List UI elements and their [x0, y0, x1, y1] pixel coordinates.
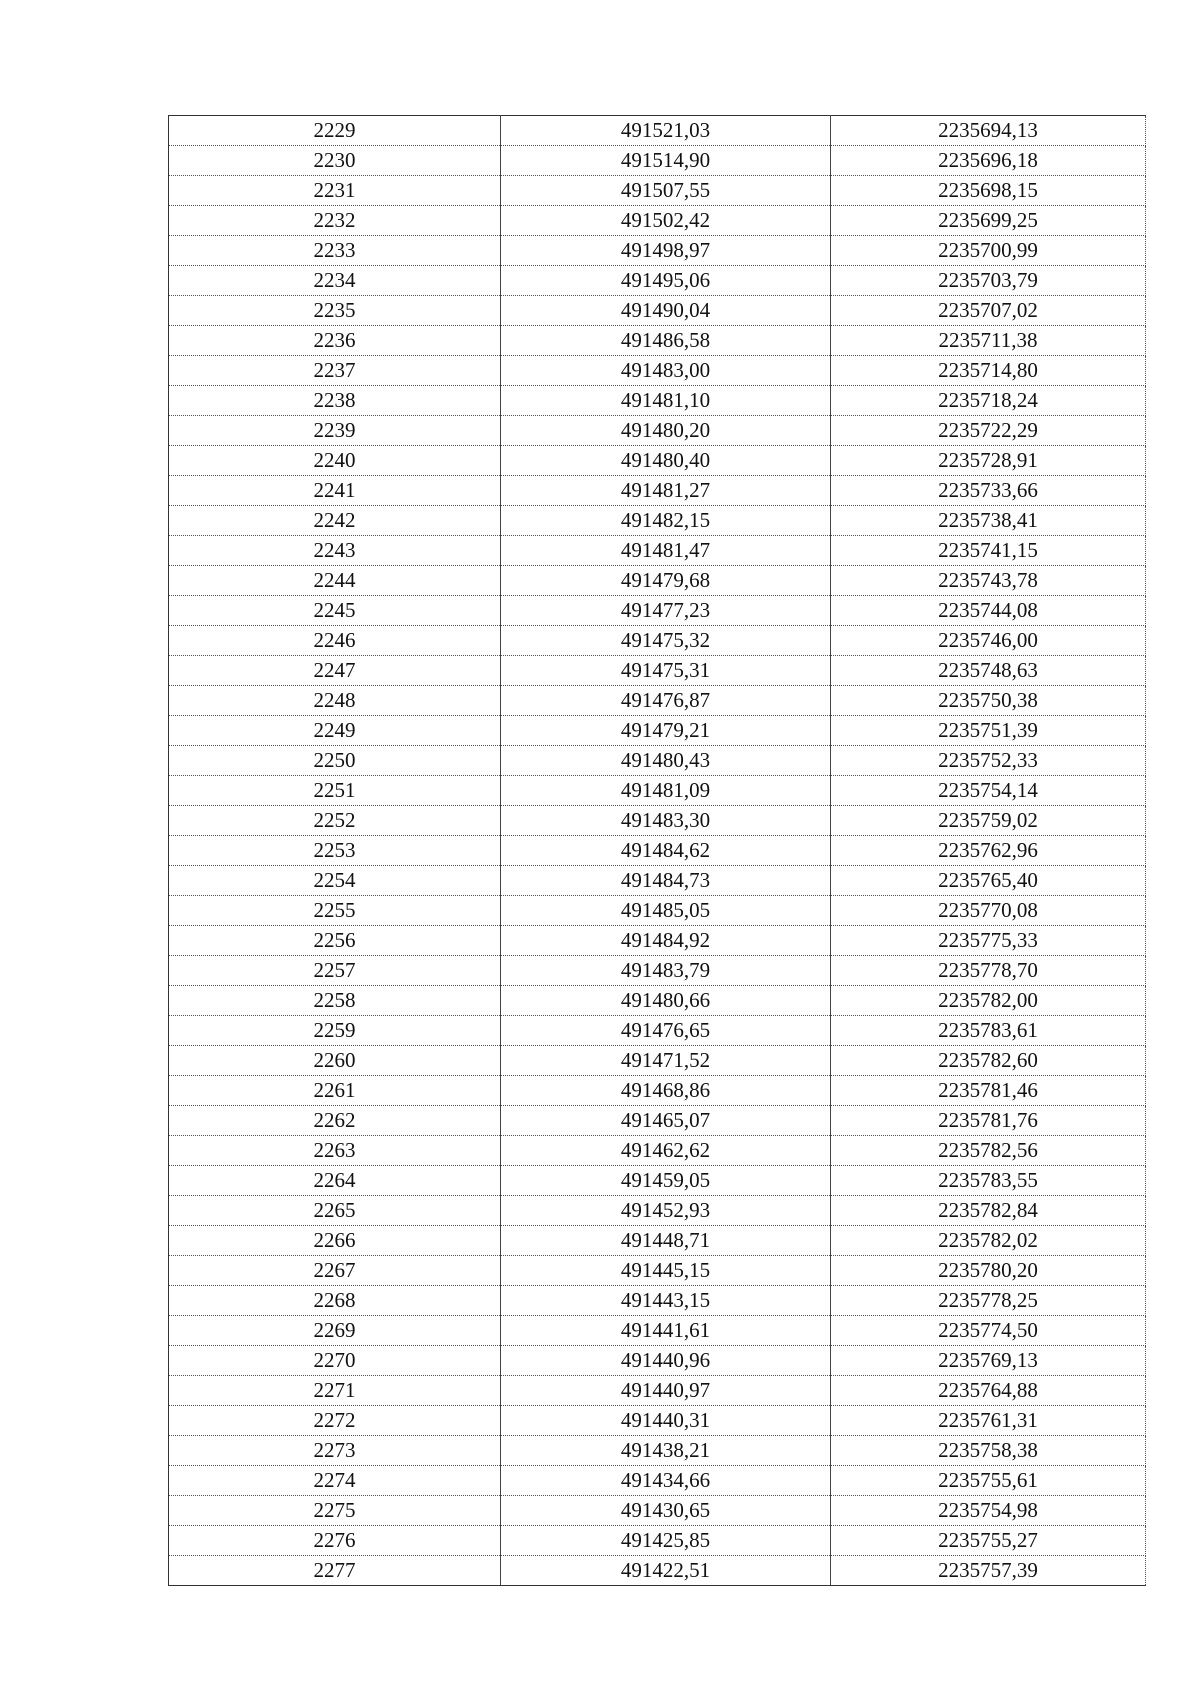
y-coordinate-cell: 2235746,00: [831, 626, 1146, 656]
table-row: [169, 1466, 1146, 1496]
y-coordinate-cell: 2235696,18: [831, 146, 1146, 176]
y-coordinate-cell: 2235728,91: [831, 446, 1146, 476]
y-coordinate-cell: 2235782,02: [831, 1226, 1146, 1256]
y-coordinate-cell: 2235781,76: [831, 1106, 1146, 1136]
table-row: [169, 326, 1146, 356]
point-number-cell: 2270: [169, 1346, 501, 1376]
table-row: [169, 1286, 1146, 1316]
y-coordinate-cell: 2235781,46: [831, 1076, 1146, 1106]
table-row: [169, 296, 1146, 326]
table-row: [169, 656, 1146, 686]
x-coordinate-cell: 491479,68: [501, 566, 831, 596]
table-row: [169, 1106, 1146, 1136]
y-coordinate-cell: 2235700,99: [831, 236, 1146, 266]
point-number-cell: 2262: [169, 1106, 501, 1136]
point-number-cell: 2257: [169, 956, 501, 986]
table-row: [169, 236, 1146, 266]
table-row: [169, 1166, 1146, 1196]
table-row: [169, 566, 1146, 596]
table-row: [169, 1316, 1146, 1346]
point-number-cell: 2241: [169, 476, 501, 506]
x-coordinate-cell: 491438,21: [501, 1436, 831, 1466]
y-coordinate-cell: 2235775,33: [831, 926, 1146, 956]
point-number-cell: 2266: [169, 1226, 501, 1256]
x-coordinate-cell: 491483,30: [501, 806, 831, 836]
y-coordinate-cell: 2235764,88: [831, 1376, 1146, 1406]
y-coordinate-cell: 2235707,02: [831, 296, 1146, 326]
x-coordinate-cell: 491485,05: [501, 896, 831, 926]
point-number-cell: 2254: [169, 866, 501, 896]
table-row: [169, 176, 1146, 206]
point-number-cell: 2239: [169, 416, 501, 446]
x-coordinate-cell: 491479,21: [501, 716, 831, 746]
point-number-cell: 2265: [169, 1196, 501, 1226]
point-number-cell: 2272: [169, 1406, 501, 1436]
table-row: [169, 1196, 1146, 1226]
x-coordinate-cell: 491477,23: [501, 596, 831, 626]
y-coordinate-cell: 2235743,78: [831, 566, 1146, 596]
point-number-cell: 2258: [169, 986, 501, 1016]
x-coordinate-cell: 491441,61: [501, 1316, 831, 1346]
table-row: [169, 1526, 1146, 1556]
table-row: [169, 986, 1146, 1016]
point-number-cell: 2231: [169, 176, 501, 206]
table-row: [169, 596, 1146, 626]
y-coordinate-cell: 2235765,40: [831, 866, 1146, 896]
point-number-cell: 2248: [169, 686, 501, 716]
table-row: [169, 1376, 1146, 1406]
table-row: [169, 1016, 1146, 1046]
point-number-cell: 2237: [169, 356, 501, 386]
x-coordinate-cell: 491481,09: [501, 776, 831, 806]
point-number-cell: 2275: [169, 1496, 501, 1526]
x-coordinate-cell: 491521,03: [501, 116, 831, 146]
point-number-cell: 2252: [169, 806, 501, 836]
y-coordinate-cell: 2235755,61: [831, 1466, 1146, 1496]
x-coordinate-cell: 491476,65: [501, 1016, 831, 1046]
table-row: [169, 386, 1146, 416]
x-coordinate-cell: 491440,97: [501, 1376, 831, 1406]
x-coordinate-cell: 491498,97: [501, 236, 831, 266]
table-row: [169, 1076, 1146, 1106]
x-coordinate-cell: 491484,92: [501, 926, 831, 956]
x-coordinate-cell: 491448,71: [501, 1226, 831, 1256]
x-coordinate-cell: 491482,15: [501, 506, 831, 536]
x-coordinate-cell: 491481,47: [501, 536, 831, 566]
table-row: [169, 1406, 1146, 1436]
x-coordinate-cell: 491476,87: [501, 686, 831, 716]
point-number-cell: 2233: [169, 236, 501, 266]
x-coordinate-cell: 491440,31: [501, 1406, 831, 1436]
table-row: [169, 476, 1146, 506]
point-number-cell: 2251: [169, 776, 501, 806]
table-row: [169, 1496, 1146, 1526]
y-coordinate-cell: 2235703,79: [831, 266, 1146, 296]
coordinates-table: [168, 115, 1146, 1586]
y-coordinate-cell: 2235782,60: [831, 1046, 1146, 1076]
table-row: [169, 446, 1146, 476]
y-coordinate-cell: 2235755,27: [831, 1526, 1146, 1556]
y-coordinate-cell: 2235711,38: [831, 326, 1146, 356]
y-coordinate-cell: 2235722,29: [831, 416, 1146, 446]
point-number-cell: 2268: [169, 1286, 501, 1316]
y-coordinate-cell: 2235752,33: [831, 746, 1146, 776]
point-number-cell: 2236: [169, 326, 501, 356]
y-coordinate-cell: 2235757,39: [831, 1556, 1146, 1586]
point-number-cell: 2255: [169, 896, 501, 926]
table-row: [169, 506, 1146, 536]
table-row: [169, 956, 1146, 986]
y-coordinate-cell: 2235780,20: [831, 1256, 1146, 1286]
table-row: [169, 116, 1146, 146]
point-number-cell: 2253: [169, 836, 501, 866]
x-coordinate-cell: 491475,31: [501, 656, 831, 686]
y-coordinate-cell: 2235769,13: [831, 1346, 1146, 1376]
y-coordinate-cell: 2235774,50: [831, 1316, 1146, 1346]
point-number-cell: 2238: [169, 386, 501, 416]
y-coordinate-cell: 2235761,31: [831, 1406, 1146, 1436]
x-coordinate-cell: 491507,55: [501, 176, 831, 206]
point-number-cell: 2230: [169, 146, 501, 176]
y-coordinate-cell: 2235744,08: [831, 596, 1146, 626]
y-coordinate-cell: 2235748,63: [831, 656, 1146, 686]
table-row: [169, 806, 1146, 836]
x-coordinate-cell: 491440,96: [501, 1346, 831, 1376]
x-coordinate-cell: 491475,32: [501, 626, 831, 656]
point-number-cell: 2273: [169, 1436, 501, 1466]
table-row: [169, 836, 1146, 866]
y-coordinate-cell: 2235741,15: [831, 536, 1146, 566]
table-row: [169, 626, 1146, 656]
y-coordinate-cell: 2235770,08: [831, 896, 1146, 926]
x-coordinate-cell: 491434,66: [501, 1466, 831, 1496]
table-row: [169, 536, 1146, 566]
x-coordinate-cell: 491465,07: [501, 1106, 831, 1136]
table-row: [169, 1346, 1146, 1376]
y-coordinate-cell: 2235738,41: [831, 506, 1146, 536]
y-coordinate-cell: 2235782,84: [831, 1196, 1146, 1226]
point-number-cell: 2243: [169, 536, 501, 566]
table-row: [169, 1436, 1146, 1466]
table-row: [169, 896, 1146, 926]
x-coordinate-cell: 491443,15: [501, 1286, 831, 1316]
point-number-cell: 2261: [169, 1076, 501, 1106]
y-coordinate-cell: 2235778,70: [831, 956, 1146, 986]
table-row: [169, 746, 1146, 776]
x-coordinate-cell: 491452,93: [501, 1196, 831, 1226]
y-coordinate-cell: 2235751,39: [831, 716, 1146, 746]
y-coordinate-cell: 2235783,55: [831, 1166, 1146, 1196]
x-coordinate-cell: 491480,20: [501, 416, 831, 446]
point-number-cell: 2259: [169, 1016, 501, 1046]
x-coordinate-cell: 491430,65: [501, 1496, 831, 1526]
point-number-cell: 2267: [169, 1256, 501, 1286]
point-number-cell: 2234: [169, 266, 501, 296]
x-coordinate-cell: 491481,27: [501, 476, 831, 506]
x-coordinate-cell: 491495,06: [501, 266, 831, 296]
x-coordinate-cell: 491483,00: [501, 356, 831, 386]
table-row: [169, 416, 1146, 446]
point-number-cell: 2244: [169, 566, 501, 596]
point-number-cell: 2246: [169, 626, 501, 656]
x-coordinate-cell: 491462,62: [501, 1136, 831, 1166]
x-coordinate-cell: 491480,43: [501, 746, 831, 776]
point-number-cell: 2229: [169, 116, 501, 146]
point-number-cell: 2271: [169, 1376, 501, 1406]
y-coordinate-cell: 2235754,14: [831, 776, 1146, 806]
y-coordinate-cell: 2235778,25: [831, 1286, 1146, 1316]
y-coordinate-cell: 2235782,56: [831, 1136, 1146, 1166]
y-coordinate-cell: 2235758,38: [831, 1436, 1146, 1466]
y-coordinate-cell: 2235754,98: [831, 1496, 1146, 1526]
x-coordinate-cell: 491514,90: [501, 146, 831, 176]
x-coordinate-cell: 491481,10: [501, 386, 831, 416]
point-number-cell: 2250: [169, 746, 501, 776]
point-number-cell: 2263: [169, 1136, 501, 1166]
point-number-cell: 2277: [169, 1556, 501, 1586]
x-coordinate-cell: 491425,85: [501, 1526, 831, 1556]
x-coordinate-cell: 491502,42: [501, 206, 831, 236]
point-number-cell: 2242: [169, 506, 501, 536]
point-number-cell: 2260: [169, 1046, 501, 1076]
y-coordinate-cell: 2235733,66: [831, 476, 1146, 506]
table-row: [169, 1046, 1146, 1076]
y-coordinate-cell: 2235759,02: [831, 806, 1146, 836]
y-coordinate-cell: 2235699,25: [831, 206, 1146, 236]
table-row: [169, 1226, 1146, 1256]
y-coordinate-cell: 2235750,38: [831, 686, 1146, 716]
table-row: [169, 686, 1146, 716]
y-coordinate-cell: 2235783,61: [831, 1016, 1146, 1046]
point-number-cell: 2232: [169, 206, 501, 236]
x-coordinate-cell: 491484,62: [501, 836, 831, 866]
y-coordinate-cell: 2235694,13: [831, 116, 1146, 146]
coordinates-table-body: [169, 116, 1146, 1586]
point-number-cell: 2274: [169, 1466, 501, 1496]
table-row: [169, 146, 1146, 176]
point-number-cell: 2245: [169, 596, 501, 626]
table-row: [169, 1556, 1146, 1586]
point-number-cell: 2235: [169, 296, 501, 326]
y-coordinate-cell: 2235718,24: [831, 386, 1146, 416]
point-number-cell: 2276: [169, 1526, 501, 1556]
table-row: [169, 206, 1146, 236]
x-coordinate-cell: 491480,66: [501, 986, 831, 1016]
table-row: [169, 1256, 1146, 1286]
point-number-cell: 2249: [169, 716, 501, 746]
table-row: [169, 776, 1146, 806]
x-coordinate-cell: 491468,86: [501, 1076, 831, 1106]
table-row: [169, 266, 1146, 296]
x-coordinate-cell: 491486,58: [501, 326, 831, 356]
table-row: [169, 866, 1146, 896]
table-row: [169, 1136, 1146, 1166]
x-coordinate-cell: 491480,40: [501, 446, 831, 476]
x-coordinate-cell: 491459,05: [501, 1166, 831, 1196]
point-number-cell: 2264: [169, 1166, 501, 1196]
x-coordinate-cell: 491483,79: [501, 956, 831, 986]
point-number-cell: 2247: [169, 656, 501, 686]
x-coordinate-cell: 491422,51: [501, 1556, 831, 1586]
x-coordinate-cell: 491471,52: [501, 1046, 831, 1076]
x-coordinate-cell: 491484,73: [501, 866, 831, 896]
table-row: [169, 716, 1146, 746]
x-coordinate-cell: 491445,15: [501, 1256, 831, 1286]
y-coordinate-cell: 2235698,15: [831, 176, 1146, 206]
table-row: [169, 926, 1146, 956]
y-coordinate-cell: 2235762,96: [831, 836, 1146, 866]
point-number-cell: 2256: [169, 926, 501, 956]
y-coordinate-cell: 2235714,80: [831, 356, 1146, 386]
point-number-cell: 2240: [169, 446, 501, 476]
point-number-cell: 2269: [169, 1316, 501, 1346]
x-coordinate-cell: 491490,04: [501, 296, 831, 326]
table-row: [169, 356, 1146, 386]
y-coordinate-cell: 2235782,00: [831, 986, 1146, 1016]
